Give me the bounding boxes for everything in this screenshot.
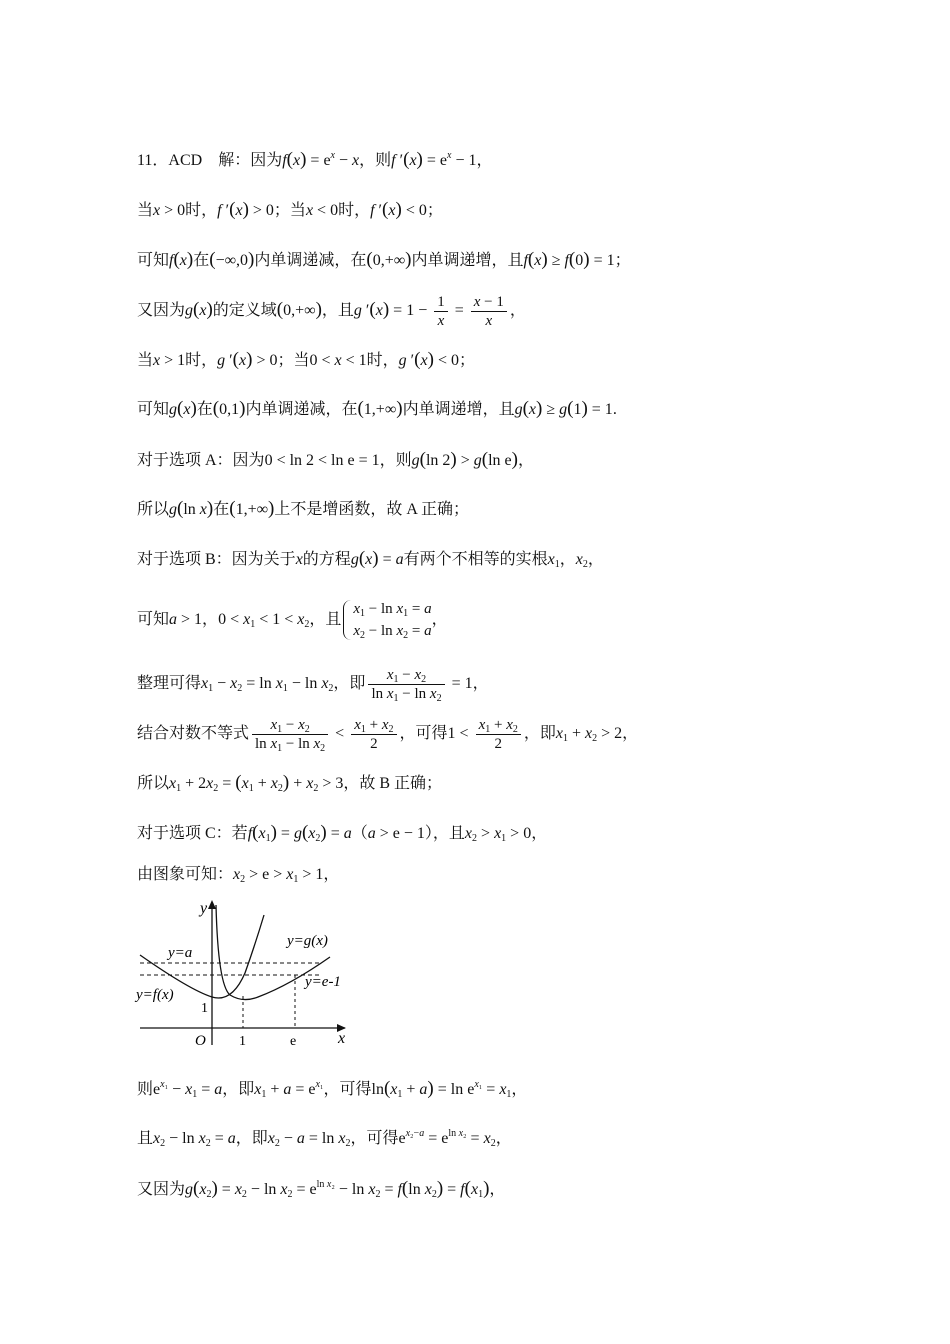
text: 整理可得: [137, 675, 202, 692]
text: （: [351, 825, 368, 842]
solution-line-18: 又因为$g(x_2) = x_2 - \ln x_2 = e^{ln x_2} - \ln x_2 = f(\ln$ $x_2) = f(x_1)$，: [137, 1178, 506, 1200]
text: 又因为: [137, 1181, 186, 1198]
solution-line-15: 由图象可知：$x_2 > e > x_1 > 1$，: [137, 866, 340, 885]
text: 的定义域: [212, 302, 277, 319]
text: 又因为: [137, 302, 186, 319]
text: ；: [426, 202, 443, 219]
text: ），且: [424, 825, 465, 842]
text: ，: [531, 825, 548, 842]
solution-line-12: 结合对数不等式 $\frac{x_1 - x_2}{\ln x_1 - \ln x_2}$ < $\frac{x_1 + x_2}{2}$ ，可得1 < $\frac{x_1 + x_2}{2}$ ，即$x_1 + x_2 > 2$，: [137, 716, 639, 754]
text: 有两个不相等的实根: [403, 551, 548, 568]
solution-line-6: 可知g(x)在(0,1)内单调递减，在(1,+∞)内单调递增，且g(x) ≥ g(1) = 1.: [137, 398, 617, 419]
text: ；: [614, 252, 631, 269]
text: 内单调递减，在: [254, 252, 367, 269]
text: ，: [559, 551, 576, 568]
label-y: y: [200, 900, 208, 917]
text: 对于选项 C：若: [137, 825, 248, 842]
solution-line-14: 对于选项 C：若$f(x_1) = g(x_2) = a(a > e - 1)$，且$x_2 > x_1 > 0$，: [137, 822, 548, 844]
solution-line-16: 则$e^{x_1} - x_1 = a$，即$x_1 + a = e^{x_1}$，可得$\ln(x_1 + a) = \ln e^{x_1} = x_1$，: [137, 1078, 528, 1100]
text: ，: [472, 675, 489, 692]
text: ，且: [321, 302, 354, 319]
text: 在: [193, 252, 210, 269]
label-one-y: 1: [201, 1001, 208, 1016]
label-origin: O: [195, 1033, 206, 1049]
solution-line-7: 对于选项 A：因为0 < ln 2 < ln e = 1，则g(ln 2) > g(ln e)，: [137, 449, 534, 470]
text: ，: [511, 1081, 528, 1098]
text: 时，: [185, 202, 218, 219]
text: ，: [587, 551, 604, 568]
text: 所以: [137, 775, 170, 792]
label-y-a: y=a: [168, 945, 193, 961]
text: ；当: [277, 352, 310, 369]
solution-line-13: 所以$x_1 + 2x_2 = (x_1 + x_2) + x_2 > 3$，故 B 正确；: [137, 772, 443, 794]
label-e: e: [290, 1034, 297, 1049]
text: 由图象可知：: [137, 866, 234, 883]
function-graph-figure: [130, 895, 355, 1055]
text: ，且: [309, 611, 342, 628]
solution-line-9: 对于选项 B：因为关于x的方程g(x) = a有两个不相等的实根$x_1$，$x_2$，: [137, 548, 604, 570]
text: 对于选项 A：因为: [137, 452, 265, 469]
text: 所以: [137, 501, 170, 518]
text: ，: [489, 1181, 506, 1198]
text: 可知: [137, 611, 170, 628]
y-axis-arrow-icon: [208, 900, 216, 909]
text: 11．ACD 解：因为: [137, 152, 283, 169]
text: ，: [509, 302, 526, 319]
text: ，则: [379, 452, 412, 469]
solution-line-3: 可知f(x)在(−∞,0)内单调递减，在(0,+∞)内单调递增，且f(x) ≥ f(0) = 1；: [137, 249, 631, 270]
solution-line-5: 当x > 1时，g ′(x) > 0；当0 < x < 1时，g ′(x) < 0；: [137, 349, 475, 370]
text: ，: [323, 866, 340, 883]
text: 对于选项 B：因为关于: [137, 551, 296, 568]
text: 可知: [137, 252, 170, 269]
text: 时，: [338, 202, 371, 219]
text: 且: [137, 1130, 154, 1147]
equation-system: $x_1 - \ln x_1 = a$ $x_2 - \ln x_2 = a$: [341, 598, 431, 642]
text: ；当: [273, 202, 306, 219]
text: .: [612, 401, 617, 418]
text: ，即: [523, 725, 556, 742]
solution-line-11: 整理可得$x_1 - x_2 = \ln x_1 - \ln x_2$，即 $\frac{x_1 - x_2}{\ln x_1 - \ln x_2}$ = 1，: [137, 666, 489, 704]
solution-line-4: 又因为g(x)的定义域(0,+∞)，且g ′(x) = 1 − $\frac{1}{x}$ = $\frac{x - 1}{x}$ ，: [137, 293, 526, 329]
text: ，: [517, 452, 534, 469]
text: ，故 B 正确；: [343, 775, 443, 792]
text: 时，: [366, 352, 399, 369]
text: 当: [137, 202, 154, 219]
text: 在: [213, 501, 230, 518]
text: ，则: [359, 152, 392, 169]
text: 内单调递增，且: [402, 401, 515, 418]
text: 当: [137, 352, 154, 369]
label-e-1: y=e-1: [305, 974, 341, 990]
text: ，: [495, 1130, 512, 1147]
text: ，可得: [323, 1081, 372, 1098]
text: ，可得: [399, 725, 448, 742]
text: 则: [137, 1081, 154, 1098]
solution-line-2: 当x > 0时，f ′(x) > 0；当x < 0时，f ′(x) < 0；: [137, 199, 443, 220]
solution-line-17: 且$x_2 - \ln x_2 = a$，即$x_2 - a = \ln x_2$，可得$e^{x_2-a} = e^{ln x_2} = x_2$，: [137, 1128, 512, 1149]
label-x: x: [338, 1030, 346, 1047]
text: ，可得: [350, 1130, 399, 1147]
text: 可知: [137, 401, 170, 418]
text: ，即: [222, 1081, 255, 1098]
text: ，即: [235, 1130, 268, 1147]
text: ，: [202, 611, 219, 628]
text: ，即: [333, 675, 366, 692]
text: ，: [622, 725, 639, 742]
text: 的方程: [302, 551, 351, 568]
text: 内单调递增，且: [411, 252, 524, 269]
text: 时，: [185, 352, 218, 369]
text: 上不是增函数，故 A 正确；: [274, 501, 470, 518]
text: ，: [431, 611, 448, 628]
label-f: y=f(x): [136, 987, 174, 1003]
solution-line-1: 11．ACD 解：因为$f(x) = e^x - x$，则f $'(x) = e^x - 1$，: [137, 149, 493, 170]
solution-line-8: 所以g(ln x)在(1,+∞)上不是增函数，故 A 正确；: [137, 498, 470, 519]
solution-line-10: 可知a > 1，$0 < x_1 < 1 < x_2$，且 $x_1 - \ln x_1 = a$ $x_2 - \ln x_2 = a$ ，: [137, 596, 448, 644]
text: ；: [458, 352, 475, 369]
text: ，: [476, 152, 493, 169]
text: 结合对数不等式: [137, 725, 250, 742]
curve-f: [140, 915, 264, 998]
text: 内单调递减，在: [245, 401, 358, 418]
label-one-x: 1: [239, 1034, 246, 1049]
label-g: y=g(x): [287, 933, 328, 949]
text: 在: [196, 401, 213, 418]
